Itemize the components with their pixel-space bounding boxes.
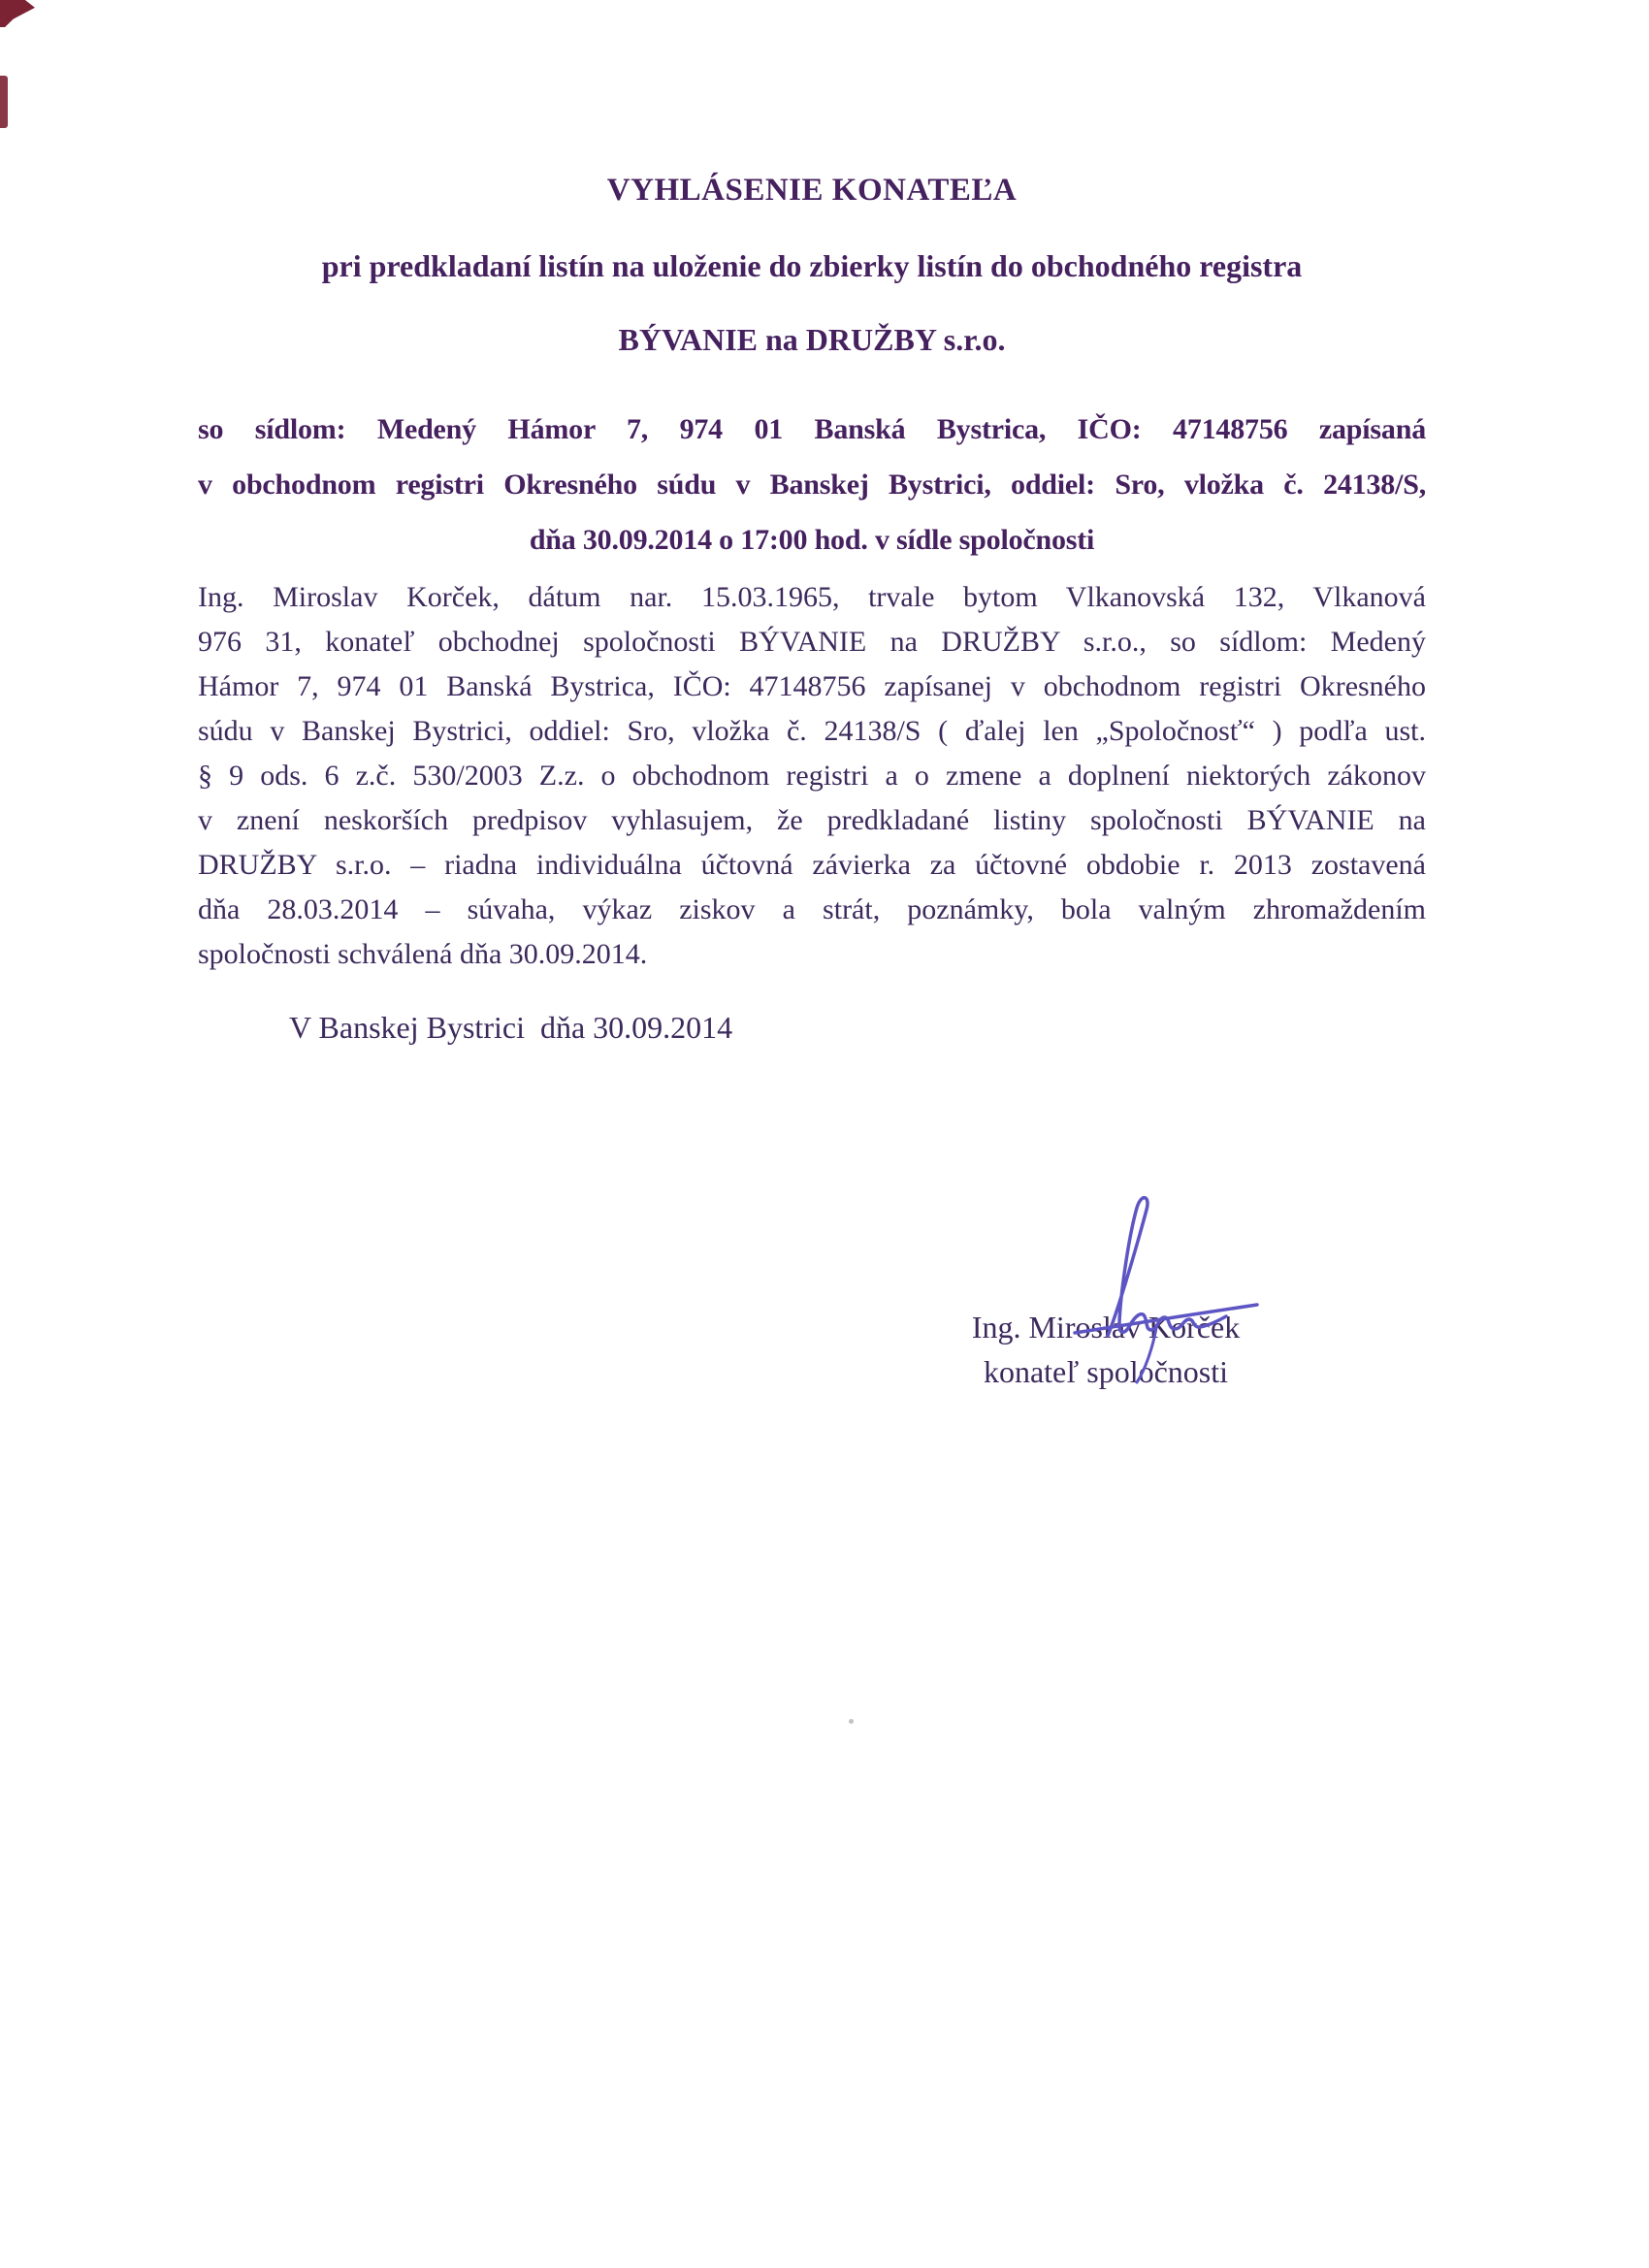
body-line: súdu v Banskej Bystrici, oddiel: Sro, vložka č. 24138/S ( ďalej len „Spoločnosť“ ) podľa ust. <box>198 715 1426 747</box>
body-line: § 9 ods. 6 z.č. 530/2003 Z.z. o obchodnom registri a o zmene a doplnení niektorých zákonov <box>198 760 1426 792</box>
body-line: 976 31, konateľ obchodnej spoločnosti BÝVANIE na DRUŽBY s.r.o., so sídlom: Medený <box>198 626 1426 658</box>
seat-line: dňa 30.09.2014 o 17:00 hod. v sídle spoločnosti <box>529 524 1095 556</box>
scan-artifact-edge <box>0 76 8 128</box>
signatory-role: konateľ spoločnosti <box>983 1354 1229 1389</box>
declaration-body-paragraph <box>198 575 1426 977</box>
body-line: DRUŽBY s.r.o. – riadna individuálna účtovná závierka za účtovné obdobie r. 2013 zostavená <box>198 849 1426 881</box>
place-and-date-line: V Banskej Bystrici dňa 30.09.2014 <box>289 1010 733 1045</box>
body-line: Ing. Miroslav Korček, dátum nar. 15.03.1965, trvale bytom Vlkanovská 132, Vlkanová <box>198 581 1426 613</box>
scan-artifact-corner <box>0 0 35 27</box>
body-line: v znení neskorších predpisov vyhlasujem, že predkladané listiny spoločnosti BÝVANIE na <box>198 804 1426 836</box>
company-seat-paragraph <box>198 402 1426 567</box>
signature-block <box>912 1305 1300 1394</box>
signatory-name: Ing. Miroslav Korček <box>971 1310 1241 1345</box>
body-line: Hámor 7, 974 01 Banská Bystrica, IČO: 47148756 zapísanej v obchodnom registri Okresného <box>198 670 1426 702</box>
document-subtitle: pri predkladaní listín na uloženie do zbierky listín do obchodného registra <box>321 248 1303 283</box>
document-title: VYHLÁSENIE KONATEĽA <box>606 173 1018 208</box>
seat-line: v obchodnom registri Okresného súdu v Banskej Bystrici, oddiel: Sro, vložka č. 24138/S, <box>198 469 1426 501</box>
company-name-line: BÝVANIE na DRUŽBY s.r.o. <box>618 322 1006 357</box>
scan-artifact-speck <box>849 1719 854 1724</box>
document-content <box>198 0 1426 1049</box>
body-line: spoločnosti schválená dňa 30.09.2014. <box>198 938 648 970</box>
body-line: dňa 28.03.2014 – súvaha, výkaz ziskov a strát, poznámky, bola valným zhromaždením <box>198 893 1426 925</box>
seat-line: so sídlom: Medený Hámor 7, 974 01 Banská Bystrica, IČO: 47148756 zapísaná <box>198 413 1426 445</box>
